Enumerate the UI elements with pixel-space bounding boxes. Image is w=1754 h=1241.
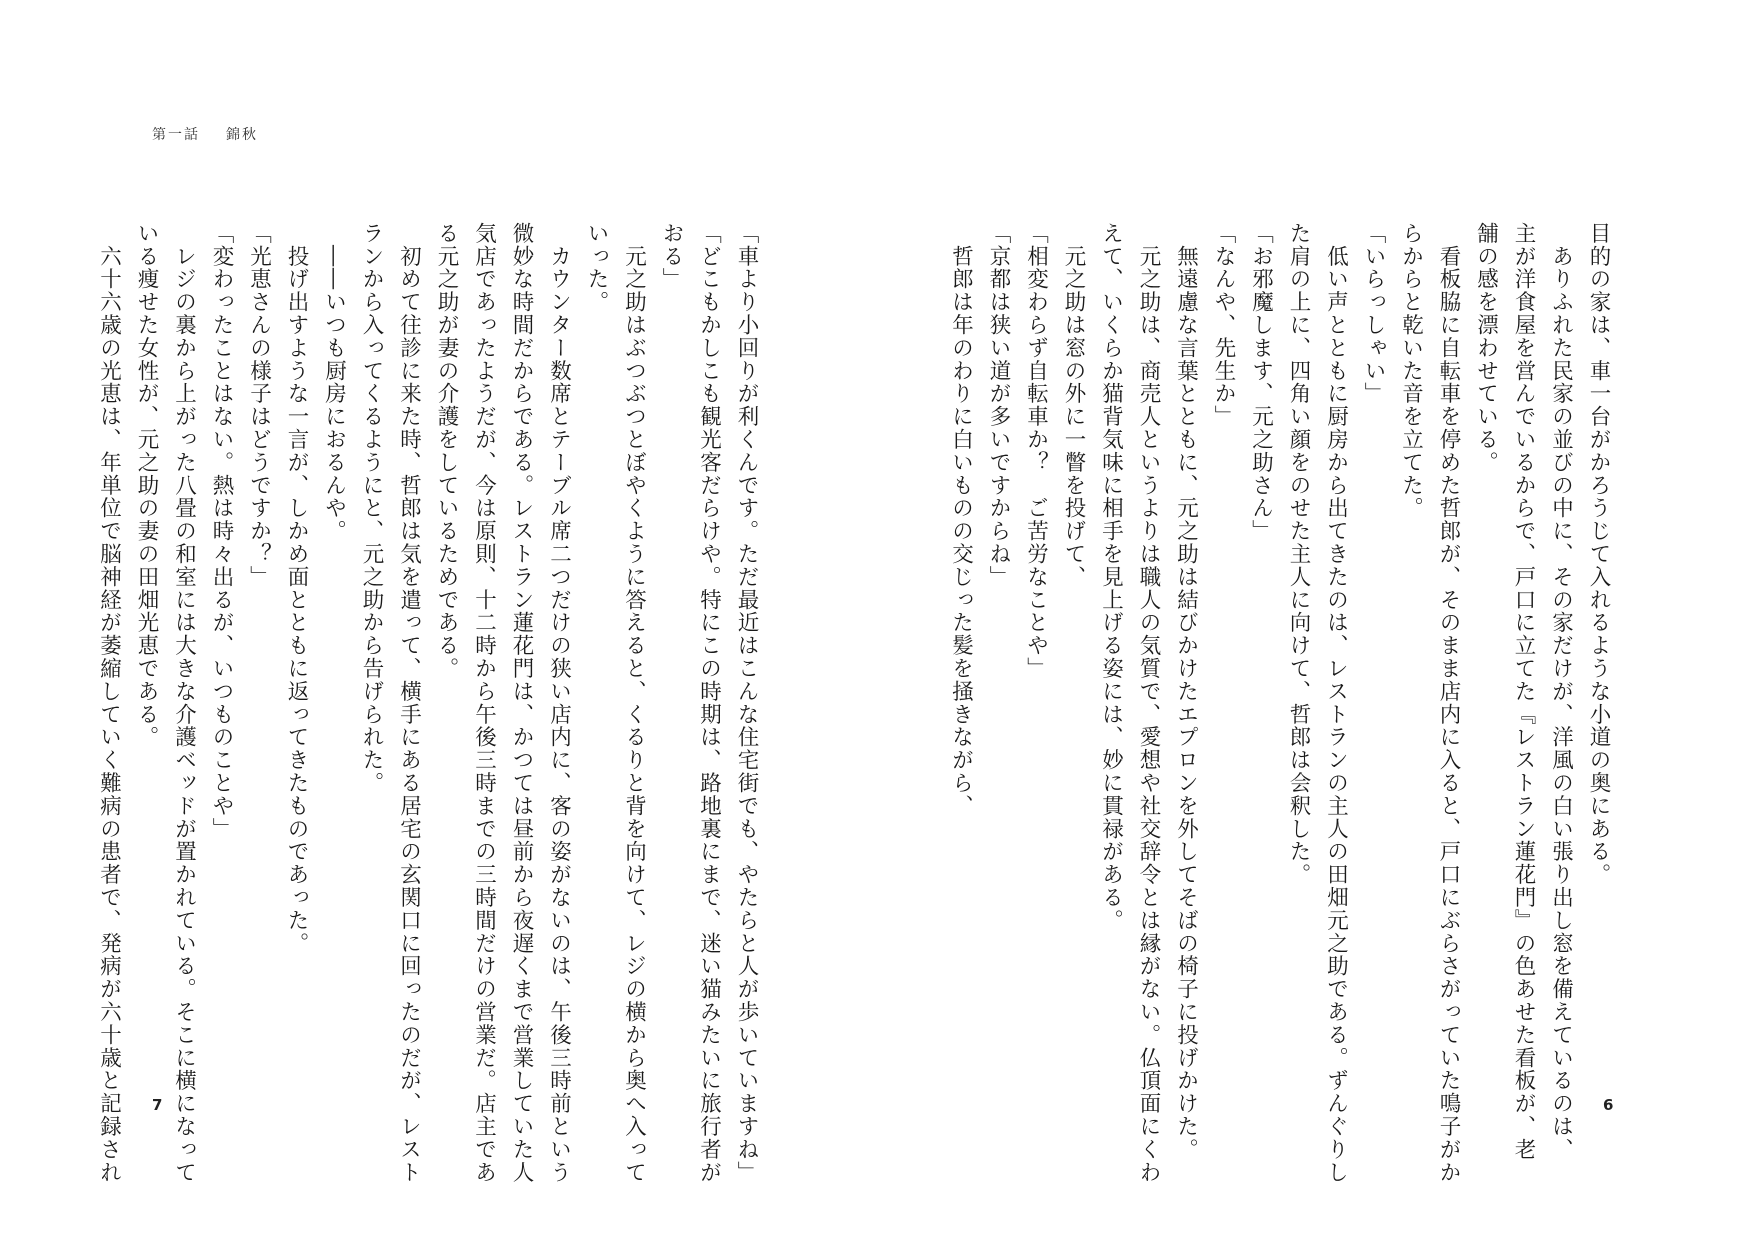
text-line: 初めて往診に来た時、哲郎は気を遣って、横手にある居宅の玄関口に回ったのだが、レスト (396, 222, 422, 1184)
text-line: た肩の上に、四角い顔をのせた主人に向けて、哲郎は会釈した。 (1286, 222, 1311, 887)
text-line: る元之助が妻の介護をしているためである。 (434, 222, 459, 680)
text-line: 「いらっしゃい」 (1361, 222, 1386, 406)
text-line: 元之助は、商売人というよりは職人の気質で、愛想や社交辞令とは縁がない。仏頂面にくわ (1136, 222, 1161, 1184)
text-line: 哲郎は年のわりに白いものの交じった髪を掻きながら、 (948, 222, 974, 818)
text-line: 元之助は窓の外に一瞥を投げて、 (1061, 222, 1086, 589)
text-line: 「変わったことはない。熱は時々出るが、いつものことや」 (209, 222, 234, 841)
text-line: いった。 (584, 222, 609, 314)
chapter-title: 錦秋 (226, 127, 258, 143)
text-line: 「相変わらず自転車か？ ご苦労なことや」 (1023, 222, 1049, 680)
text-line: 気店であったようだが、今は原則、十二時から午後三時までの三時間だけの営業だ。店主であ (471, 222, 497, 1184)
chapter-number: 第一話 (152, 127, 200, 143)
text-line: カウンター数席とテーブル席二つだけの狭い店内に、客の姿がないのは、午後三時前という (546, 222, 572, 1184)
text-line: らからと乾いた音を立てた。 (1398, 222, 1424, 520)
text-line: 元之助はぶつぶつとぼやくように答えると、くるりと背を向けて、レジの横から奥へ入って (621, 222, 647, 1184)
text-line: ランから入ってくるようにと、元之助から告げられた。 (359, 222, 384, 795)
text-line: 目的の家は、車一台がかろうじて入れるような小道の奥にある。 (1586, 222, 1611, 887)
text-line: 「京都は狭い道が多いですからね」 (986, 222, 1011, 589)
running-head (152, 124, 258, 144)
text-line: いる痩せた女性が、元之助の妻の田畑光恵である。 (134, 222, 159, 749)
text-line: 「お邪魔します、元之助さん」 (1248, 222, 1274, 543)
text-line: 低い声とともに厨房から出てきたのは、レストランの主人の田畑元之助である。ずんぐりし (1323, 222, 1349, 1184)
text-line: 無遠慮な言葉とともに、元之助は結びかけたエプロンを外してそばの椅子に投げかけた。 (1173, 222, 1199, 1161)
text-line: 「車より小回りが利くんです。ただ最近はこんな住宅街でも、やたらと人が歩いていますね」 (734, 222, 759, 1184)
text-line: 「どこもかしこも観光客だらけや。特にこの時期は、路地裏にまで、迷い猫みたいに旅行者が (696, 222, 722, 1184)
text-line: 六十六歳の光恵は、年単位で脳神経が萎縮していく難病の患者で、発病が六十歳と記録され (96, 222, 122, 1184)
right-page-text (617, 222, 1617, 1184)
text-line: 投げ出すような一言が、しかめ面とともに返ってきたものであった。 (284, 222, 309, 955)
page-number-left: 7 (152, 1096, 163, 1114)
text-line: ――いつも厨房におるんや。 (321, 222, 347, 543)
text-line: 「光恵さんの様子はどうですか？」 (246, 222, 272, 589)
text-line: 舗の感を漂わせている。 (1473, 222, 1499, 474)
text-line: 微妙な時間だからである。レストラン蓮花門は、かつては昼前から夜遅くまで営業していた人 (509, 222, 534, 1184)
text-line: おる」 (659, 222, 684, 291)
text-line: 看板脇に自転車を停めた哲郎が、そのまま店内に入ると、戸口にぶらさがっていた鳴子がか (1436, 222, 1461, 1184)
left-page-text (96, 222, 765, 1184)
text-line: えて、いくらか猫背気味に相手を見上げる姿には、妙に貫禄がある。 (1098, 222, 1124, 932)
page-number-right: 6 (1603, 1096, 1614, 1114)
text-line: ありふれた民家の並びの中に、その家だけが、洋風の白い張り出し窓を備えているのは、 (1548, 222, 1574, 1161)
text-line: 主が洋食屋を営んでいるからで、戸口に立てた『レストラン蓮花門』の色あせた看板が、老 (1511, 222, 1536, 1161)
text-line: 「なんや、先生か」 (1211, 222, 1236, 429)
text-line: レジの裏から上がった八畳の和室には大きな介護ベッドが置かれている。そこに横になって (171, 222, 197, 1184)
